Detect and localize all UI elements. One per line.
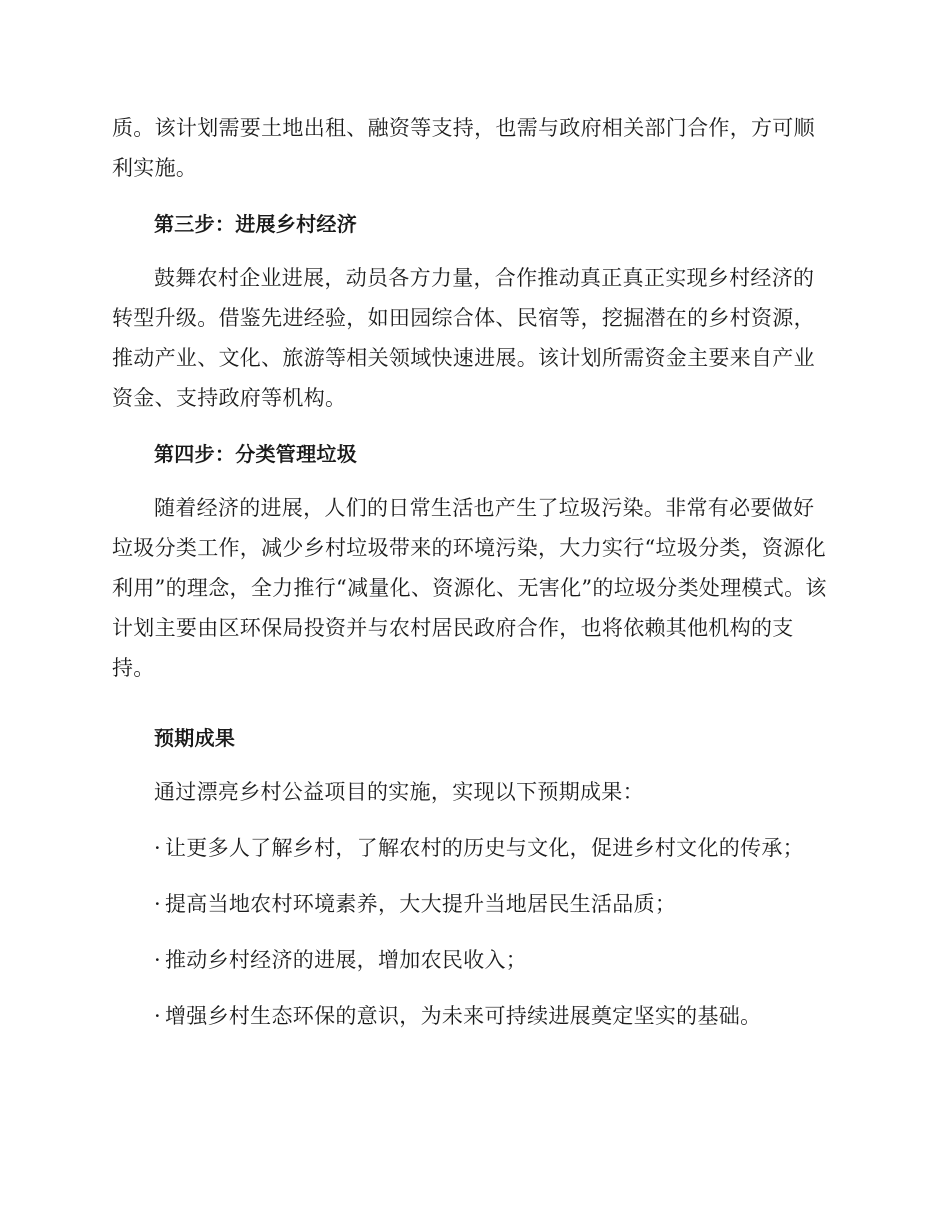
bullet-dot: ·: [154, 948, 161, 972]
section-body-step-3: 鼓舞农村企业进展，动员各方力量，合作推动真正真正实现乡村经济的转型升级。借鉴先进经验，如田园综合体、民宿等，挖掘潜在的乡村资源，推动产业、文化、旅游等相关领域快速进展。该计划所需资金主要来自产业资金、支持政府等机构。: [112, 266, 815, 410]
section-heading-step-3: 第三步：进展乡村经济: [154, 212, 357, 236]
section-body-step-4: 随着经济的进展，人们的日常生活也产生了垃圾污染。非常有必要做好垃圾分类工作，减少乡村垃圾带来的环境污染，大力实行“垃圾分类，资源化利用”的理念，全力推行“减量化、资源化、无害化”的垃圾分类处理模式。该计划主要由区环保局投资并与农村居民政府合作，也将依赖其他机构的支持。: [112, 496, 827, 680]
bullet-dot: ·: [154, 836, 161, 860]
document-body: [112, 108, 832, 1036]
section-heading-step-4: 第四步：分类管理垃圾: [154, 442, 357, 466]
bullet-dot: ·: [154, 892, 161, 916]
intro-continuation-paragraph: 质。该计划需要土地出租、融资等支持，也需与政府相关部门合作，方可顺利实施。: [112, 116, 815, 180]
outcomes-heading: 预期成果: [154, 726, 236, 750]
outcome-item: [112, 884, 832, 924]
outcome-item-text: 推动乡村经济的进展，增加农民收入；: [164, 948, 528, 972]
outcome-item: [112, 828, 832, 868]
outcomes-intro: 通过漂亮乡村公益项目的实施，实现以下预期成果：: [154, 780, 644, 804]
outcome-item: [112, 940, 832, 980]
outcome-item: [112, 996, 832, 1036]
outcome-item-text: 增强乡村生态环保的意识，为未来可持续进展奠定坚实的基础。: [164, 1004, 762, 1028]
outcome-item-text: 提高当地农村环境素养，大大提升当地居民生活品质；: [164, 892, 677, 916]
outcome-item-text: 让更多人了解乡村，了解农村的历史与文化，促进乡村文化的传承；: [164, 836, 804, 860]
bullet-dot: ·: [154, 1004, 161, 1028]
